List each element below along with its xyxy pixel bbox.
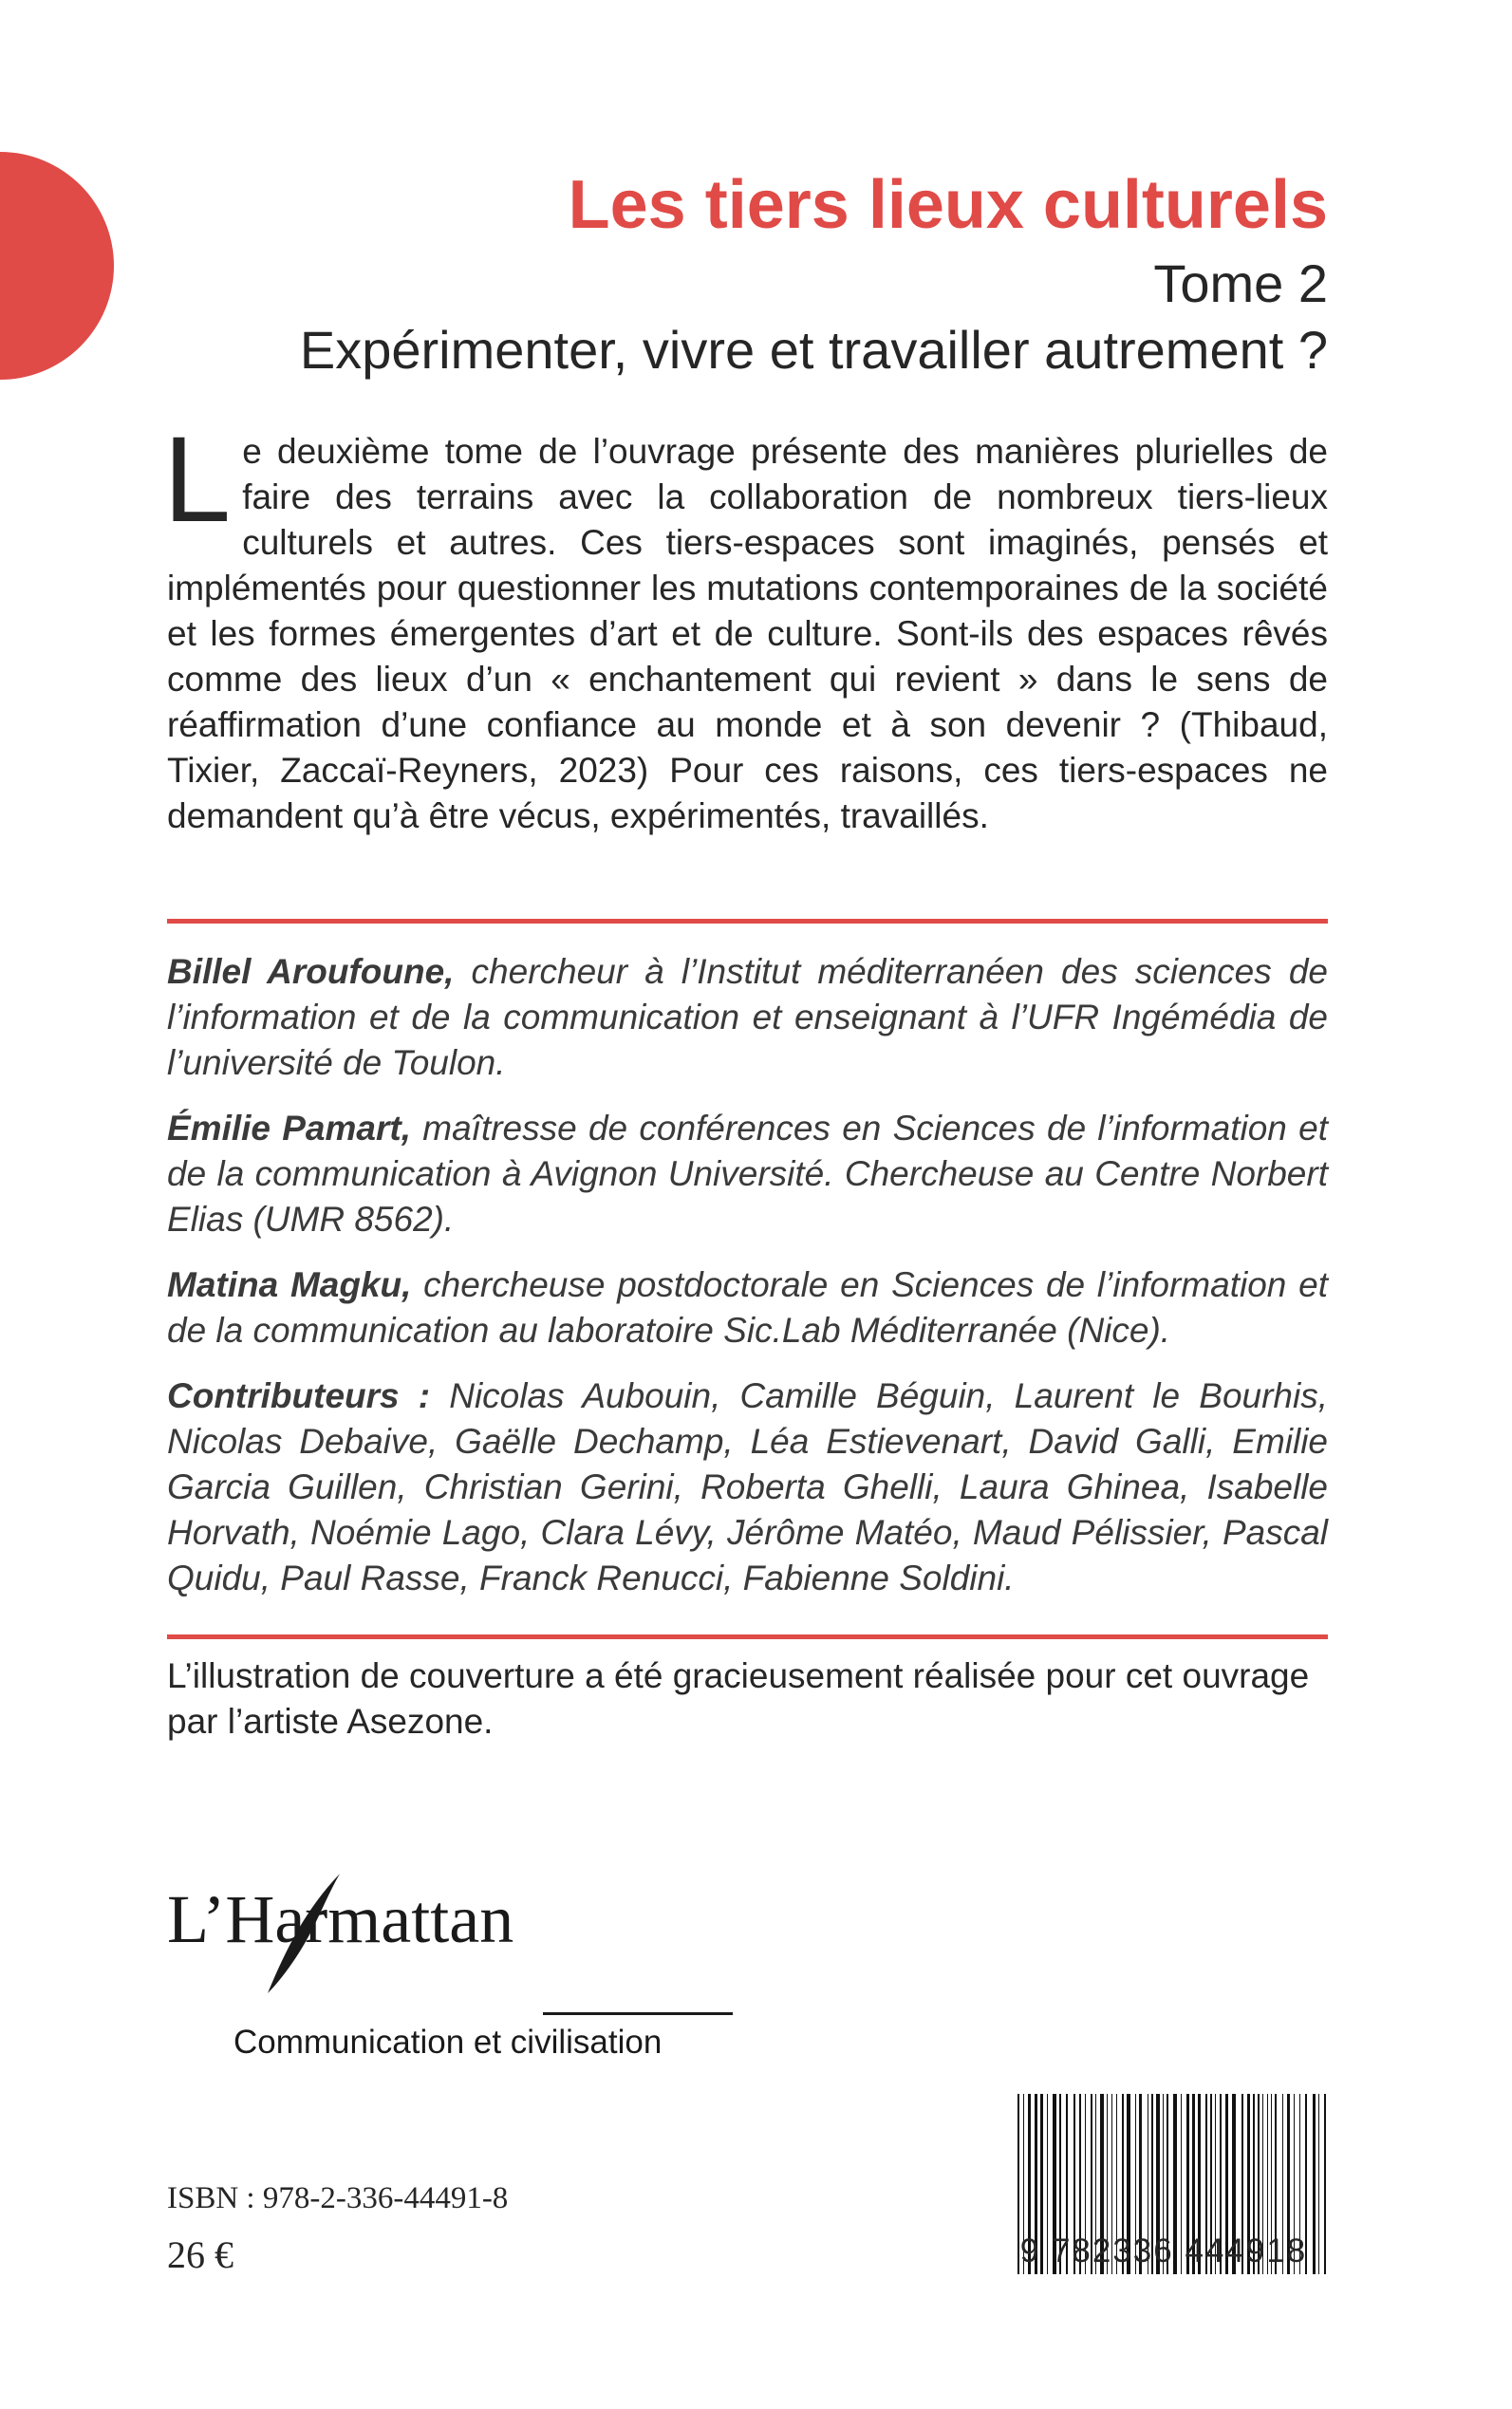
feather-icon xyxy=(258,1872,344,1995)
contributors-label: Contributeurs : xyxy=(167,1376,431,1415)
logo-underline xyxy=(543,2012,733,2015)
bio-name: Matina Magku, xyxy=(167,1265,412,1304)
bio-entry xyxy=(167,1106,1328,1242)
publisher-name: L’Harmattan xyxy=(167,1881,514,1957)
tome-label: Tome 2 xyxy=(1153,253,1328,313)
isbn: ISBN : 978-2-336-44491-8 xyxy=(167,2181,509,2215)
drop-cap: L xyxy=(163,412,232,548)
illustration-credit: L’illustration de couverture a été gracieusement réalisée pour cet ouvrage par l’artiste Asezone. xyxy=(167,1656,1310,1741)
book-title: Les tiers lieux culturels xyxy=(568,167,1328,243)
bio-text: maîtresse de conférences en Sciences de l’information et de la communication à Avignon Université. Chercheuse au Centre Norbert Elias (UMR 8562). xyxy=(167,1109,1328,1239)
contributors-list: Nicolas Aubouin, Camille Béguin, Laurent le Bourhis, Nicolas Debaive, Gaëlle Dechamp, Léa Estievenart, David Galli, Emilie Garcia Guillen, Christian Gerini, Roberta Ghelli, Laura Ghinea, Isabelle Horvath, Noémie Lago, Clara Lévy, Jérôme Matéo, Maud Pélissier, Pascal Quidu, Paul Rasse, Franck Renucci, Fabienne Soldini. xyxy=(167,1376,1328,1597)
back-cover-blurb xyxy=(163,412,1328,839)
book-subtitle: Expérimenter, vivre et travailler autrement ? xyxy=(299,320,1328,380)
bio-text: chercheuse postdoctorale en Sciences de l’information et de la communication au laboratoire Sic.Lab Méditerranée (Nice). xyxy=(167,1265,1328,1350)
bio-entry xyxy=(167,949,1328,1086)
publisher-logo xyxy=(167,1881,737,2061)
red-half-circle-decoration xyxy=(0,152,114,380)
bio-text: chercheur à l’Institut méditerranéen des sciences de l’information et de la communication et enseignant à l’UFR Ingémédia de l’université de Toulon. xyxy=(167,952,1328,1082)
divider-bottom xyxy=(167,1634,1328,1639)
divider-top xyxy=(167,919,1328,924)
collection-name: Communication et civilisation xyxy=(233,2024,663,2061)
blurb-text: e deuxième tome de l’ouvrage présente des manières plurielles de faire des terrains avec la collaboration de nombreux tiers-lieux culturels et autres. Ces tiers-espaces sont imaginés, pensés et implémentés pour questionner les mutations contemporaines de la société et les formes émergentes d’art et de culture. Sont-ils des espaces rêvés comme des lieux d’un « enchantement qui revient » dans le sens de réaffirmation d’une confiance au monde et à son devenir ? (Thibaud, Tixier, Zaccaï-Reyners, 2023) Pour ces raisons, ces tiers-espaces ne demandent qu’à être vécus, expérimentés, travaillés. xyxy=(167,432,1328,835)
header xyxy=(300,163,1328,383)
bio-name: Émilie Pamart, xyxy=(167,1109,411,1148)
bio-name: Billel Aroufoune, xyxy=(167,952,455,991)
barcode-digits: 9 782336 444918 xyxy=(1019,2232,1308,2269)
author-bios xyxy=(167,949,1328,1621)
contributors-entry xyxy=(167,1373,1328,1601)
price: 26 € xyxy=(167,2233,233,2276)
bio-entry xyxy=(167,1262,1328,1354)
